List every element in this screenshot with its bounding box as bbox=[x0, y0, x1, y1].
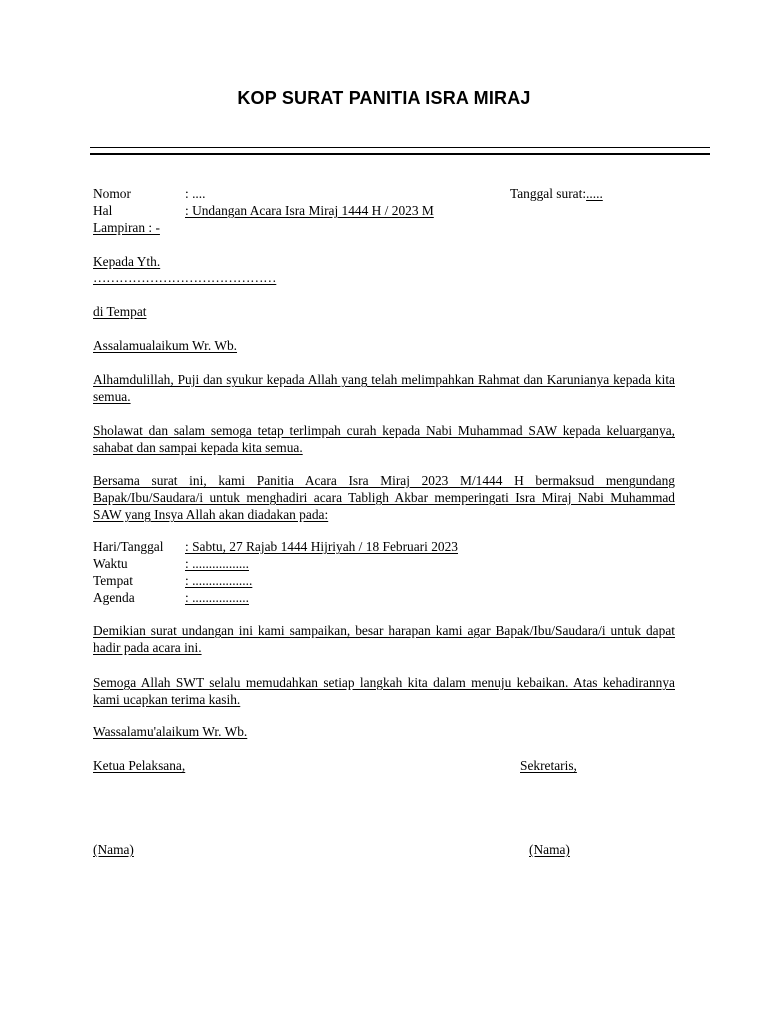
event-hari-row bbox=[93, 539, 458, 555]
paragraph-doa: Semoga Allah SWT selalu memudahkan setiap langkah kita dalam menuju kebaikan. Atas kehadirannya kami ucapkan terima kasih. bbox=[93, 675, 675, 707]
nomor-label: Nomor bbox=[93, 186, 131, 201]
event-hari-label: Hari/Tanggal bbox=[93, 539, 164, 554]
tanggal-value: ..... bbox=[586, 186, 603, 201]
opening-greeting: Assalamualaikum Wr. Wb. bbox=[93, 338, 238, 353]
lampiran-row: Lampiran : - bbox=[93, 220, 160, 235]
signature-left-name: (Nama) bbox=[93, 842, 134, 857]
event-tempat-label: Tempat bbox=[93, 573, 133, 588]
event-agenda-label: Agenda bbox=[93, 590, 135, 605]
hal-label: Hal bbox=[93, 203, 113, 218]
event-waktu-value: : ................. bbox=[185, 556, 249, 571]
recipient-kepada: Kepada Yth. bbox=[93, 254, 161, 269]
letterhead-rule-thin bbox=[90, 147, 710, 148]
paragraph-opening: Alhamdulillah, Puji dan syukur kepada Allah yang telah melimpahkan Rahmat dan Karunianya kepada kita semua. bbox=[93, 372, 675, 404]
recipient-tempat: di Tempat bbox=[93, 304, 147, 319]
event-tempat-row bbox=[93, 573, 252, 589]
paragraph-closing: Demikian surat undangan ini kami sampaikan, besar harapan kami agar Bapak/Ibu/Saudara/i untuk dapat hadir pada acara ini. bbox=[93, 623, 675, 655]
signature-right-title: Sekretaris, bbox=[520, 758, 577, 773]
event-agenda-row bbox=[93, 590, 249, 606]
event-waktu-row bbox=[93, 556, 249, 572]
letterhead-rule-thick bbox=[90, 153, 710, 155]
signature-right-name: (Nama) bbox=[529, 842, 570, 857]
paragraph-sholawat: Sholawat dan salam semoga tetap terlimpah curah kepada Nabi Muhammad SAW kepada keluarganya, sahabat dan sampai kepada kita semua. bbox=[93, 423, 675, 455]
recipient-name-placeholder: …………………………………… bbox=[93, 270, 277, 285]
nomor-value: : .... bbox=[185, 186, 206, 201]
hal-value: : Undangan Acara Isra Miraj 1444 H / 2023 M bbox=[185, 203, 434, 218]
letterhead-title: KOP SURAT PANITIA ISRA MIRAJ bbox=[237, 88, 531, 108]
paragraph-invitation: Bersama surat ini, kami Panitia Acara Isra Miraj 2023 M/1444 H bermaksud mengundang Bapak/Ibu/Saudara/i untuk menghadiri acara Tabligh Akbar memperingati Isra Miraj Nabi Muhammad SAW yang Insya Allah akan diadakan pada: bbox=[93, 473, 675, 522]
closing-salam: Wassalamu'alaikum Wr. Wb. bbox=[93, 724, 248, 739]
event-tempat-value: : .................. bbox=[185, 573, 253, 588]
event-agenda-value: : ................. bbox=[185, 590, 249, 605]
event-hari-value: : Sabtu, 27 Rajab 1444 Hijriyah / 18 Februari 2023 bbox=[185, 539, 458, 554]
event-waktu-label: Waktu bbox=[93, 556, 128, 571]
signature-left-title: Ketua Pelaksana, bbox=[93, 758, 186, 773]
nomor-row bbox=[93, 186, 510, 202]
hal-row bbox=[93, 203, 434, 219]
tanggal-row bbox=[510, 186, 603, 202]
tanggal-label: Tanggal surat: bbox=[510, 186, 587, 201]
